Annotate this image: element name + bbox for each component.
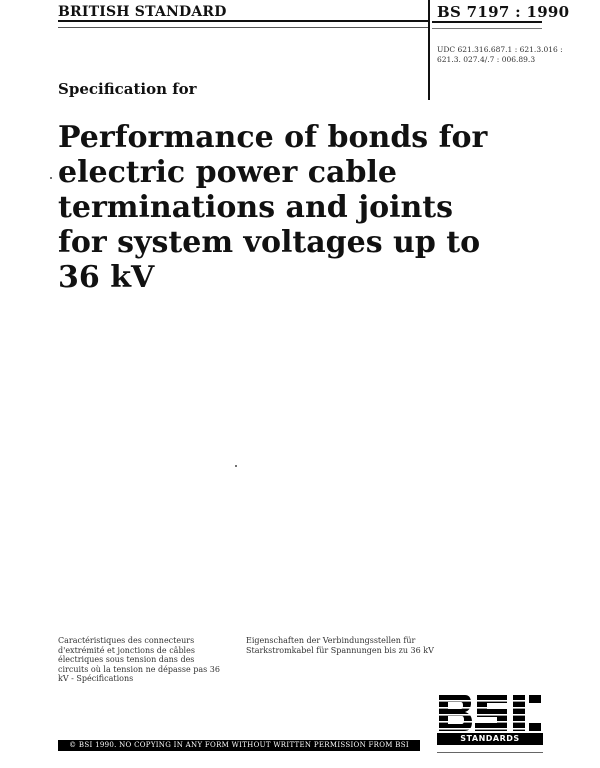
header-rule-right-thin <box>432 28 542 29</box>
title-line: for system voltages up to <box>58 225 481 260</box>
spec-prefix: Specification for <box>58 80 197 98</box>
bsi-mark-icon <box>437 693 543 733</box>
bsi-standards-label: STANDARDS <box>437 733 543 745</box>
copyright-bar: © BSI 1990. NO COPYING IN ANY FORM WITHOUT WRITTEN PERMISSION FROM BSI <box>58 740 420 751</box>
title-line: electric power cable <box>58 155 397 190</box>
udc-classification: UDC 621.316.687.1 : 621.3.016 : 621.3. 027.4/.7 : 006.89.3 <box>437 45 563 64</box>
title-line: 36 kV <box>58 260 155 295</box>
standard-number: BS 7197 : 1990 <box>437 3 570 21</box>
german-title: Eigenschaften der Verbindungsstellen für Starkstromkabel für Spannungen bis zu 36 kV <box>246 636 434 655</box>
header-rule-thin <box>58 27 428 28</box>
scan-speck <box>50 177 52 179</box>
title-line: terminations and joints <box>58 190 454 225</box>
title-line: Performance of bonds for <box>58 120 488 155</box>
logo-underline <box>437 752 543 753</box>
header-rule-right <box>432 21 542 23</box>
header-rule <box>58 20 428 22</box>
publisher-label: BRITISH STANDARD <box>58 4 227 20</box>
scan-speck <box>235 465 237 467</box>
header-divider <box>428 0 430 100</box>
document-title <box>58 120 488 295</box>
bsi-logo <box>437 693 543 745</box>
french-title: Caractéristiques des connecteurs d'extrémité et jonctions de câbles électriques sous tension dans des circuits où la tension ne dépasse pas 36 kV - Spécifications <box>58 636 220 683</box>
